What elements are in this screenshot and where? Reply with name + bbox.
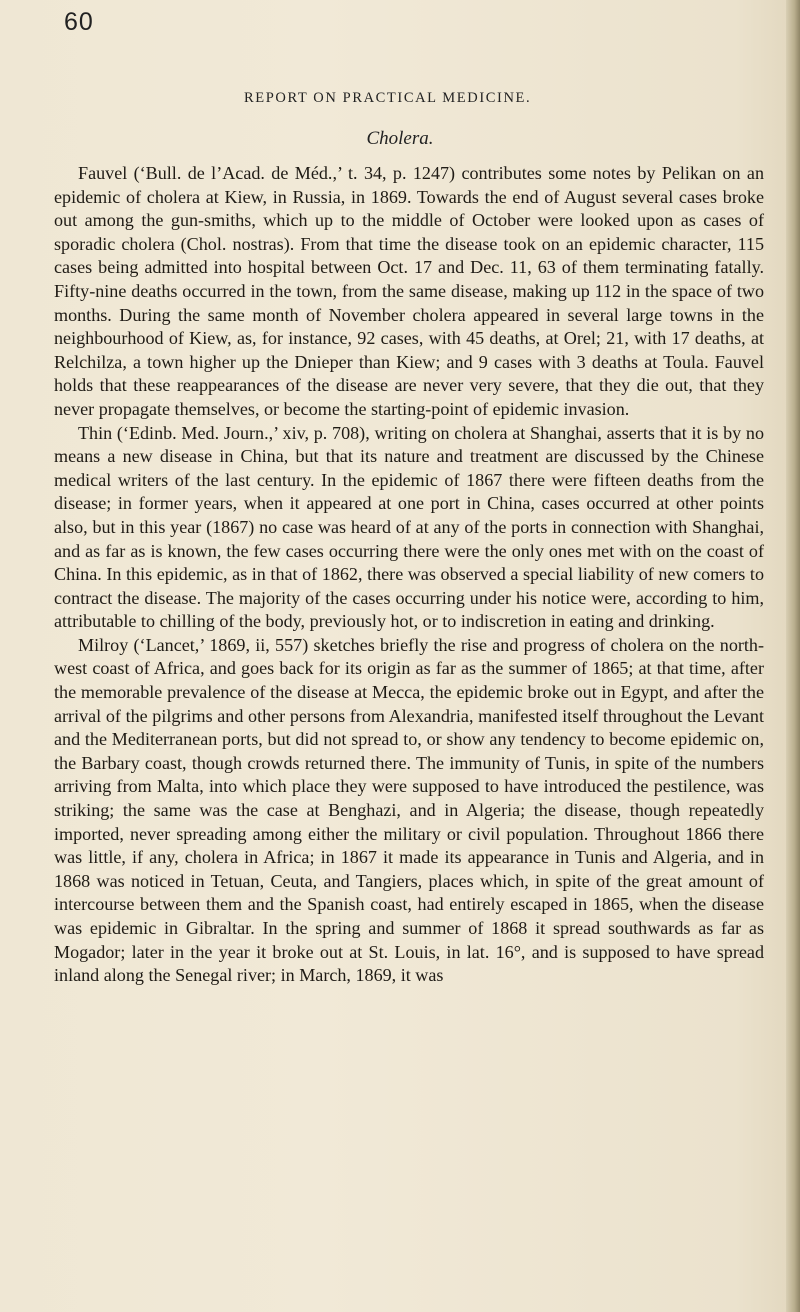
page-edge-shadow: [786, 0, 800, 1312]
paragraph-thin: Thin (‘Edinb. Med. Journ.,’ xiv, p. 708), writing on cholera at Shanghai, asserts that it is by no means a new disease in China, but that its nature and treatment are discussed by the Chinese medical writers of the last century. In the epidemic of 1867 there were fifteen deaths from the disease; in former years, when it appeared at one port in China, cases occurred at other points also, but in this year (1867) no case was heard of at any of the ports in connection with Shanghai, and as far as is known, the few cases occurring there were the only ones met with on the coast of China. In this epidemic, as in that of 1862, there was observed a special liability of new comers to contract the disease. The majority of the cases occurring under his notice were, according to him, attributable to chilling of the body, previously hot, or to indiscretion in eating and drinking.: [54, 422, 764, 632]
body-text: [54, 162, 764, 988]
paragraph-milroy: Milroy (‘Lancet,’ 1869, ii, 557) sketches briefly the rise and progress of cholera on the north-west coast of Africa, and goes back for its origin as far as the summer of 1865; at that time, after the memorable prevalence of the disease at Mecca, the epidemic broke out in Egypt, and after the arrival of the pilgrims and other persons from Alexandria, manifested itself throughout the Levant and the Mediterranean ports, but did not spread to, or show any tendency to become epidemic on, the Barbary coast, though crowds returned there. The immunity of Tunis, in spite of the numbers arriving from Malta, into which place they were supposed to have introduced the pestilence, was striking; the same was the case at Benghazi, and in Algeria; the disease, though repeatedly imported, never spreading among either the military or civil population. Throughout 1866 there was little, if any, cholera in Africa; in 1867 it made its appearance in Tunis and Algeria, and in 1868 was noticed in Tetuan, Ceuta, and Tangiers, places which, in spite of the great amount of intercourse between them and the Spanish coast, had entirely escaped in 1865, when the disease was epidemic in Gibraltar. In the spring and summer of 1868 it spread southwards as far as Mogador; later in the year it broke out at St. Louis, in lat. 16°, and is supposed to have spread inland along the Senegal river; in March, 1869, it was: [54, 634, 764, 986]
page-number: 60: [64, 8, 94, 36]
section-title: Cholera.: [366, 128, 434, 149]
running-head-text: REPORT ON PRACTICAL MEDICINE.: [244, 90, 532, 106]
running-head: [0, 0, 800, 106]
paragraph-fauvel: Fauvel (‘Bull. de l’Acad. de Méd.,’ t. 34, p. 1247) contributes some notes by Pelikan on an epidemic of cholera at Kiew, in Russia, in 1869. Towards the end of August several cases broke out among the gun-smiths, which up to the middle of October were looked upon as cases of sporadic cholera (Chol. nostras). From that time the disease took on an epidemic character, 115 cases being admitted into hospital between Oct. 17 and Dec. 11, 63 of them terminating fatally. Fifty-nine deaths occurred in the town, from the same disease, making up 112 in the space of two months. During the same month of November cholera appeared in several large towns in the neighbourhood of Kiew, as, for instance, 92 cases, with 45 deaths, at Orel; 21, with 17 deaths, at Relchilza, a town higher up the Dnieper than Kiew; and 9 cases with 3 deaths at Toula. Fauvel holds that these reappearances of the disease are never very severe, that they die out, that they never propagate themselves, or become the starting-point of epidemic invasion.: [54, 163, 764, 419]
